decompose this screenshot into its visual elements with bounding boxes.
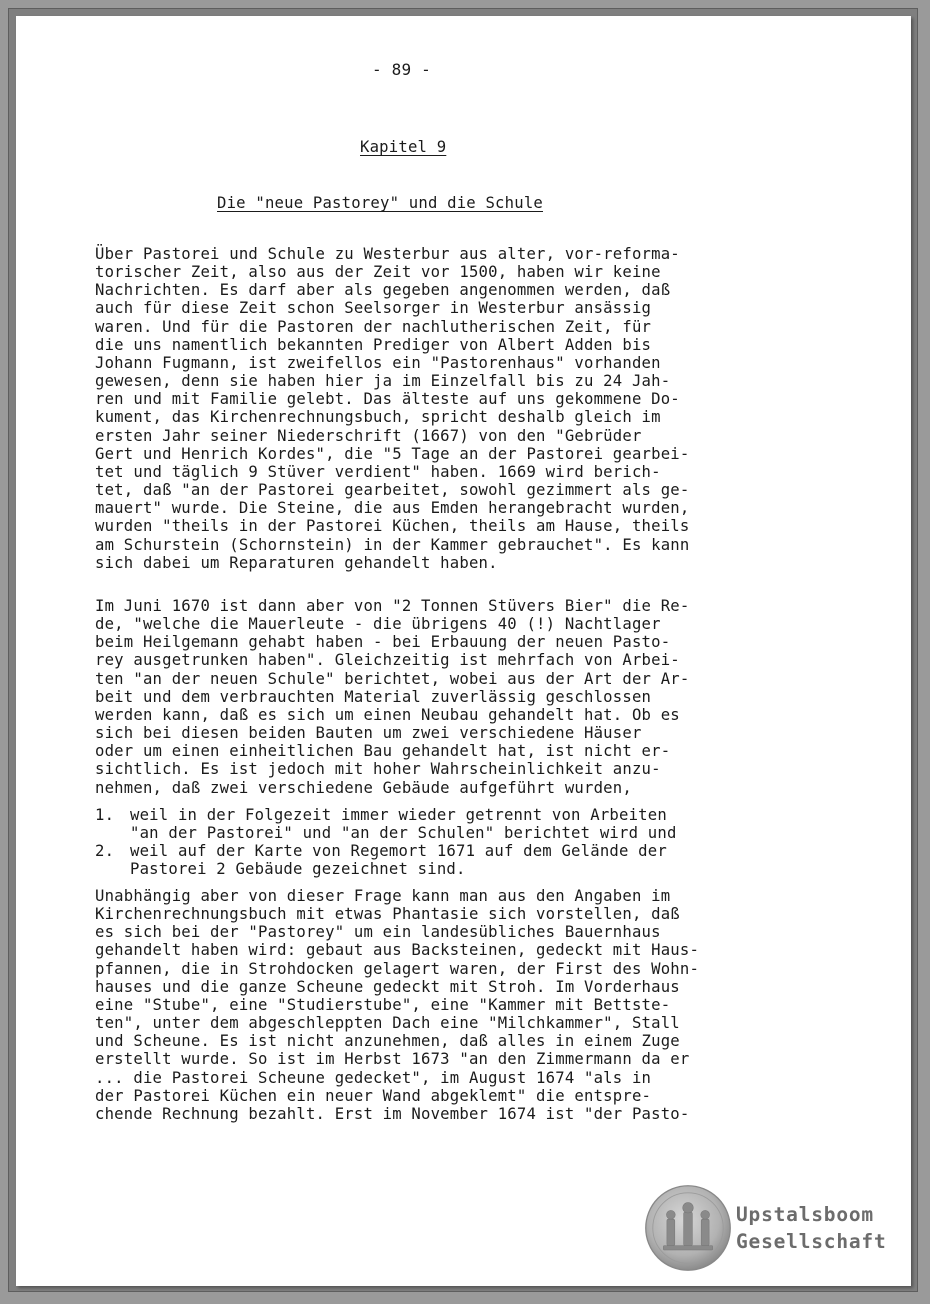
text-line: der Pastorei Küchen ein neuer Wand abgeklemt" die entspre- bbox=[95, 1086, 652, 1105]
text-line: ren und mit Familie gelebt. Das älteste auf uns gekommene Do- bbox=[95, 390, 680, 409]
page-number: - 89 - bbox=[372, 60, 431, 79]
text-line: am Schurstein (Schornstein) in der Kammer gebrauchet". Es kann bbox=[95, 535, 690, 554]
society-seal-icon bbox=[644, 1184, 732, 1272]
text-line: ten", unter dem abgeschleppten Dach eine "Milchkammer", Stall bbox=[95, 1014, 680, 1033]
numbered-list bbox=[95, 806, 677, 879]
text-line: Unabhängig aber von dieser Frage kann man aus den Angaben im bbox=[95, 887, 671, 905]
text-line: sich dabei um Reparaturen gehandelt haben. bbox=[95, 553, 498, 572]
text-line: eine "Stube", eine "Studierstube", eine "Kammer mit Bettste- bbox=[95, 995, 671, 1014]
text-line: auch für diese Zeit schon Seelsorger in Westerbur ansässig bbox=[95, 299, 652, 318]
text-line: kument, das Kirchenrechnungsbuch, spricht deshalb gleich im bbox=[95, 408, 661, 427]
text-line: sichtlich. Es ist jedoch mit hoher Wahrscheinlichkeit anzu- bbox=[95, 760, 661, 779]
text-line: Gert und Henrich Kordes", die "5 Tage an der Pastorei gearbei- bbox=[95, 444, 690, 463]
text-line: torischer Zeit, also aus der Zeit vor 1500, haben wir keine bbox=[95, 263, 661, 282]
text-line: die uns namentlich bekannten Prediger von Albert Adden bis bbox=[95, 335, 652, 354]
text-line: sich bei diesen beiden Bauten um zwei verschiedene Häuser bbox=[95, 724, 642, 743]
watermark-line-1: Upstalsboom bbox=[736, 1203, 874, 1226]
list-item bbox=[95, 842, 677, 878]
text-line: ten "an der neuen Schule" berichtet, wobei aus der Art der Ar- bbox=[95, 669, 690, 688]
text-line: Nachrichten. Es darf aber als gegeben angenommen werden, daß bbox=[95, 281, 671, 300]
text-line: Im Juni 1670 ist dann aber von "2 Tonnen Stüvers Bier" die Re- bbox=[95, 597, 690, 615]
text-line: tet, daß "an der Pastorei gearbeitet, sowohl gezimmert als ge- bbox=[95, 481, 690, 500]
text-line: weil in der Folgezeit immer wieder getrennt von Arbeiten bbox=[130, 806, 667, 824]
text-line: gewesen, denn sie haben hier ja im Einzelfall bis zu 24 Jah- bbox=[95, 372, 671, 391]
text-line: beim Heilgemann gehabt haben - bei Erbauung der neuen Pasto- bbox=[95, 633, 671, 652]
text-line: rey ausgetrunken haben". Gleichzeitig ist mehrfach von Arbei- bbox=[95, 651, 680, 670]
chapter-title: Die "neue Pastorey" und die Schule bbox=[217, 194, 543, 212]
text-line: wurden "theils in der Pastorei Küchen, theils am Hause, theils bbox=[95, 517, 690, 536]
text-line: chende Rechnung bezahlt. Erst im November 1674 ist "der Pasto- bbox=[95, 1104, 690, 1123]
text-line: hauses und die ganze Scheune gedeckt mit Stroh. Im Vorderhaus bbox=[95, 977, 680, 996]
text-line: oder um einen einheitlichen Bau gehandelt hat, ist nicht er- bbox=[95, 742, 671, 761]
chapter-heading: Kapitel 9 bbox=[360, 138, 447, 156]
text-line: Johann Fugmann, ist zweifellos ein "Pastorenhaus" vorhanden bbox=[95, 353, 661, 372]
text-line: beit und dem verbrauchten Material zuverlässig geschlossen bbox=[95, 687, 652, 706]
list-item-text bbox=[130, 842, 667, 878]
paragraph-3 bbox=[95, 887, 699, 1123]
text-line: nehmen, daß zwei verschiedene Gebäude aufgeführt wurden, bbox=[95, 778, 632, 797]
text-line: gehandelt haben wird: gebaut aus Backsteinen, gedeckt mit Haus- bbox=[95, 941, 700, 960]
list-item-text bbox=[130, 806, 677, 842]
text-line: und Scheune. Es ist nicht anzunehmen, daß alles in einem Zuge bbox=[95, 1032, 680, 1051]
text-line: werden kann, daß es sich um einen Neubau gehandelt hat. Ob es bbox=[95, 705, 680, 724]
text-line: tet und täglich 9 Stüver verdient" haben. 1669 wird berich- bbox=[95, 462, 661, 481]
text-line: es sich bei der "Pastorey" um ein landesübliches Bauernhaus bbox=[95, 923, 661, 942]
text-line: Pastorei 2 Gebäude gezeichnet sind. bbox=[130, 860, 466, 879]
text-line: Über Pastorei und Schule zu Westerbur aus alter, vor-reforma- bbox=[95, 245, 680, 263]
text-line: ersten Jahr seiner Niederschrift (1667) von den "Gebrüder bbox=[95, 426, 642, 445]
text-line: weil auf der Karte von Regemort 1671 auf dem Gelände der bbox=[130, 842, 667, 861]
list-item-number: 2. bbox=[95, 842, 115, 861]
text-line: ... die Pastorei Scheune gedecket", im August 1674 "als in bbox=[95, 1068, 652, 1087]
paragraph-1 bbox=[95, 245, 689, 572]
paragraph-2 bbox=[95, 597, 689, 797]
list-item-number: 1. bbox=[95, 806, 115, 824]
text-line: waren. Und für die Pastoren der nachlutherischen Zeit, für bbox=[95, 317, 652, 336]
text-line: pfannen, die in Strohdocken gelagert waren, der First des Wohn- bbox=[95, 959, 700, 978]
text-line: mauert" wurde. Die Steine, die aus Emden herangebracht wurden, bbox=[95, 499, 690, 518]
text-line: Kirchenrechnungsbuch mit etwas Phantasie sich vorstellen, daß bbox=[95, 905, 680, 924]
list-item bbox=[95, 806, 677, 842]
text-line: de, "welche die Mauerleute - die übrigens 40 (!) Nachtlager bbox=[95, 615, 661, 634]
watermark-line-2: Gesellschaft bbox=[736, 1230, 887, 1253]
text-line: erstellt wurde. So ist im Herbst 1673 "an den Zimmermann da er bbox=[95, 1050, 690, 1069]
text-line: "an der Pastorei" und "an der Schulen" berichtet wird und bbox=[130, 824, 677, 843]
